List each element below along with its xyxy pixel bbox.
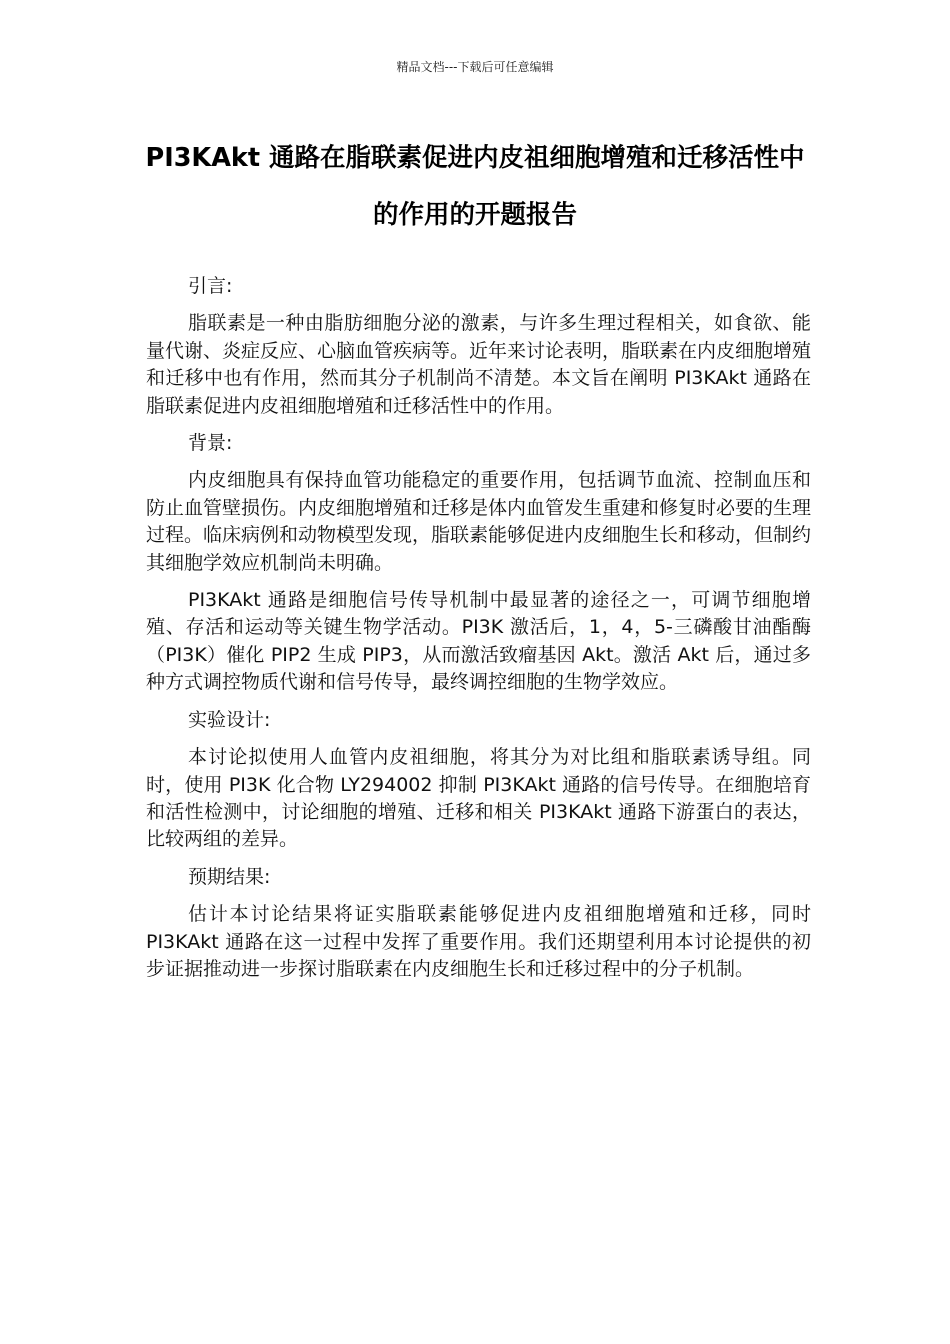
document-title: PI3KAkt 通路在脂联素促进内皮祖细胞增殖和迁移活性中的作用的开题报告 [145,143,805,230]
paragraph-background-1: 内皮细胞具有保持血管功能稳定的重要作用，包括调节血流、控制血压和防止血管壁损伤。内皮细胞增殖和迁移是体内血管发生重建和修复时必要的生理过程。临床病例和动物模型发现，脂联素能够促进内皮细胞生长和移动，但制约其细胞学效应机制尚未明确。 [146,469,812,574]
section-heading-intro: 引言: [188,275,233,297]
section-heading-background: 背景: [188,432,233,455]
section-heading-expected: 预期结果: [188,865,271,888]
paragraph-design: 本讨论拟使用人血管内皮祖细胞，将其分为对比组和脂联素诱导组。同时，使用 PI3K 化合物 LY294002 抑制 PI3KAkt 通路的信号传导。在细胞培育和活性检测中，讨论细胞的增殖、迁移和相关 PI3KAkt 通路下游蛋白的表达，比较两组的差异。 [146,746,811,851]
paragraph-intro: 脂联素是一种由脂肪细胞分泌的激素，与许多生理过程相关，如食欲、能量代谢、炎症反应、心脑血管疾病等。近年来讨论表明，脂联素在内皮细胞增殖和迁移中也有作用，然而其分子机制尚不清楚。本文旨在阐明 PI3KAkt 通路在脂联素促进内皮祖细胞增殖和迁移活性中的作用。 [146,312,812,417]
paragraph-expected: 估计本讨论结果将证实脂联素能够促进内皮祖细胞增殖和迁移，同时 PI3KAkt 通路在这一过程中发挥了重要作用。我们还期望利用本讨论提供的初步证据推动进一步探讨脂联素在内皮细胞生长和迁移过程中的分子机制。 [146,903,811,980]
page-header-watermark: 精品文档---下载后可任意编辑 [396,60,554,74]
section-heading-design: 实验设计: [188,708,271,731]
paragraph-background-2: PI3KAkt 通路是细胞信号传导机制中最显著的途径之一，可调节细胞增殖、存活和运动等关键生物学活动。PI3K 激活后，1，4，5-三磷酸甘油酯酶（PI3K）催化 PIP2 生成 PIP3，从而激活致瘤基因 Akt。激活 Akt 后，通过多种方式调控物质代谢和信号传导，最终调控细胞的生物学效应。 [146,589,811,694]
document-body [146,273,811,993]
